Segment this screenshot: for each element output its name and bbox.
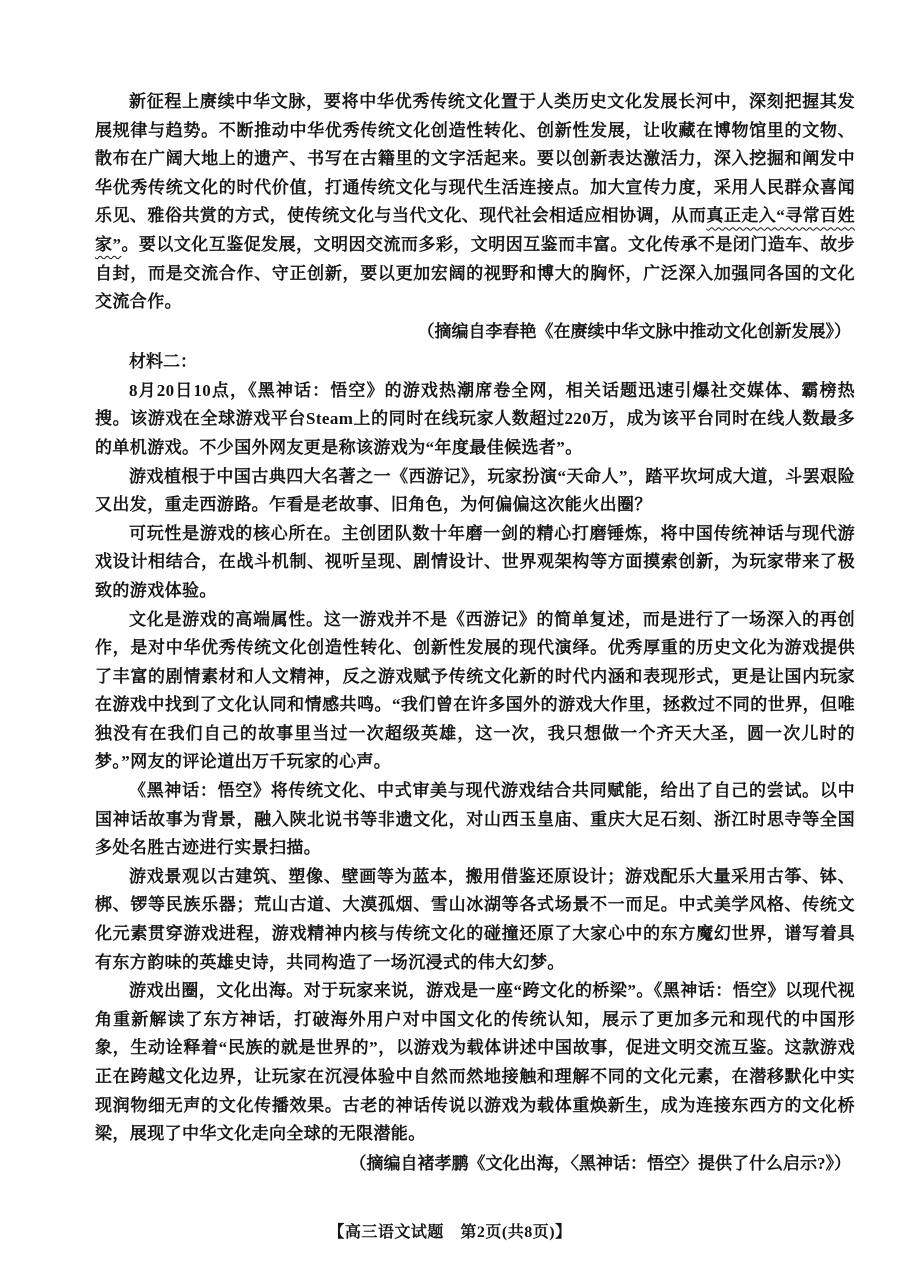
material1-text-after: 。要以文化互鉴促发展，文明因交流而多彩，文明因互鉴而丰富。文化传承不是闭门造车、故步自封，而是交流合作、守正创新，要以更加宏阔的视野和博大的胸怀，广泛深入加强同各国的文化交流合作。: [95, 234, 855, 312]
wavy-emphasis-phrase: 真正走入“寻常百姓家”: [95, 206, 855, 254]
material1-attribution: （摘编自李春艳《在赓续中华文脉中推动文化创新发展》）: [417, 321, 851, 341]
material1-paragraph: [95, 88, 855, 317]
material2-paragraph-3: 可玩性是游戏的核心所在。主创团队数十年磨一剑的精心打磨锤炼，将中国传统神话与现代游戏设计相结合，在战斗机制、视听呈现、剧情设计、世界观架构等方面摸索创新，为玩家带来了极致的游戏体验。: [95, 523, 855, 600]
material2-heading: 材料二：: [129, 351, 197, 371]
page-footer: 【高三语文试题 第2页(共8页)】: [328, 1224, 572, 1241]
material1-text-before: 新征程上赓续中华文脉，要将中华优秀传统文化置于人类历史文化发展长河中，深刻把握其发展规律与趋势。不断推动中华优秀传统文化创造性转化、创新性发展，让收藏在博物馆里的文物、散布在广阔大地上的遗产、书写在古籍里的文字活起来。要以创新表达激活力，深入挖掘和阐发中华优秀传统文化的时代价值，打通传统文化与现代生活连接点。加大宣传力度，采用人民群众喜闻乐见、雅俗共赏的方式，使传统文化与当代文化、现代社会相适应相协调，从而: [95, 92, 855, 226]
material2-paragraph-7: 游戏出圈，文化出海。对于玩家来说，游戏是一座“跨文化的桥梁”。《黑神话：悟空》以现代视角重新解读了东方神话，打破海外用户对中国文化的传统认知，展示了更加多元和现代的中国形象，生动诠释着“民族的就是世界的”，以游戏为载体讲述中国故事，促进文明交流互鉴。这款游戏正在跨越文化边界，让玩家在沉浸体验中自然而然地接触和理解不同的文化元素，在潜移默化中实现润物细无声的文化传播效果。古老的神话传说以游戏为载体重焕新生，成为连接东西方的文化桥梁，展现了中华文化走向全球的无限潜能。: [95, 981, 855, 1144]
material2-paragraph-2: 游戏植根于中国古典四大名著之一《西游记》，玩家扮演“天命人”，踏平坎坷成大道，斗罢艰险又出发，重走西游路。乍看是老故事、旧角色，为何偏偏这次能火出圈？: [95, 466, 855, 515]
exam-content: [95, 88, 855, 1179]
material2-attribution: （摘编自褚孝鹏《文化出海，〈黑神话：悟空〉提供了什么启示?》）: [349, 1153, 851, 1173]
material2-paragraph-5: 《黑神话：悟空》将传统文化、中式审美与现代游戏结合共同赋能，给出了自己的尝试。以中国神话故事为背景，融入陕北说书等非遗文化，对山西玉皇庙、重庆大足石刻、浙江时思寺等全国多处名胜古迹进行实景扫描。: [95, 781, 855, 858]
material2-paragraph-1: 8月20日10点，《黑神话：悟空》的游戏热潮席卷全网，相关话题迅速引爆社交媒体、霸榜热搜。该游戏在全球游戏平台Steam上的同时在线玩家人数超过220万，成为该平台同时在线人数最多的单机游戏。不少国外网友更是称该游戏为“年度最佳候选者”。: [95, 380, 855, 457]
material2-paragraph-6: 游戏景观以古建筑、塑像、壁画等为蓝本，搬用借鉴还原设计；游戏配乐大量采用古筝、钵、梆、锣等民族乐器；荒山古道、大漠孤烟、雪山冰湖等各式场景不一而足。中式美学风格、传统文化元素贯穿游戏进程，游戏精神内核与传统文化的碰撞还原了大家心中的东方魔幻世界，谱写着具有东方韵味的英雄史诗，共同构造了一场沉浸式的伟大幻梦。: [95, 866, 855, 972]
material2-paragraph-4: 文化是游戏的高端属性。这一游戏并不是《西游记》的简单复述，而是进行了一场深入的再创作，是对中华优秀传统文化创造性转化、创新性发展的现代演绎。优秀厚重的历史文化为游戏提供了丰富的剧情素材和人文精神，反之游戏赋予传统文化新的时代内涵和表现形式，更是让国内玩家在游戏中找到了文化认同和情感共鸣。“我们曾在许多国外的游戏大作里，拯救过不同的世界，但唯独没有在我们自己的故事里当过一次超级英雄，这一次，我只想做一个齐天大圣，圆一次儿时的梦。”网友的评论道出万千玩家的心声。: [95, 609, 855, 772]
